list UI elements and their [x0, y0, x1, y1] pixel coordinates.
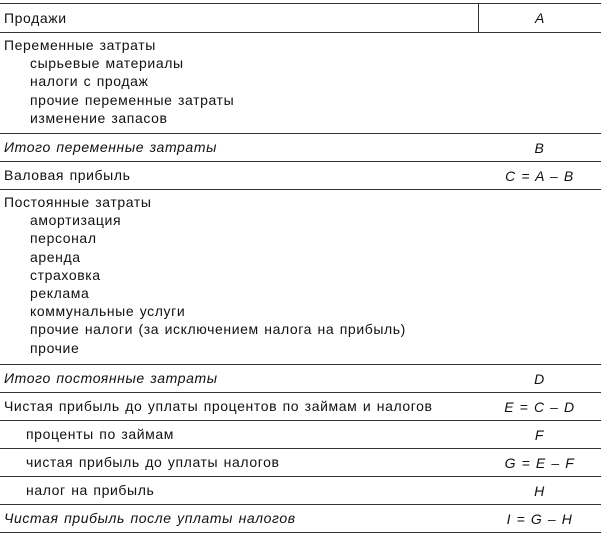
- row-ebt: [0, 448, 601, 476]
- income-tax-formula: H: [534, 482, 545, 499]
- fixed-costs-block: [0, 190, 478, 364]
- gross-profit-label: Валовая прибыль: [4, 167, 131, 183]
- interest-label: проценты по займам: [26, 426, 175, 442]
- fixed-cost-item: коммунальные услуги: [30, 303, 186, 320]
- total-fixed-label: Итого постоянные затраты: [4, 370, 218, 386]
- row-total-variable: [0, 133, 601, 161]
- interest-formula: F: [534, 426, 545, 443]
- total-variable-label: Итого переменные затраты: [4, 139, 217, 155]
- fixed-cost-item: страховка: [30, 266, 101, 283]
- variable-cost-item: налоги с продаж: [30, 73, 149, 90]
- variable-cost-item: изменение запасов: [30, 109, 168, 126]
- sales-formula: A: [478, 4, 601, 32]
- ebt-label: чистая прибыль до уплаты налогов: [26, 454, 280, 470]
- row-fixed-costs: [0, 189, 601, 364]
- row-sales: [0, 4, 601, 32]
- fixed-cost-item: прочие налоги (за исключением налога на прибыль): [30, 321, 406, 338]
- profit-and-loss-table: [0, 3, 601, 533]
- fixed-cost-item: прочие: [30, 339, 80, 356]
- row-total-fixed: [0, 364, 601, 392]
- total-variable-formula: B: [534, 139, 545, 156]
- variable-costs-block: [0, 33, 478, 133]
- variable-cost-item: сырьевые материалы: [30, 55, 184, 72]
- fixed-costs-formula-cell: [478, 190, 601, 364]
- row-variable-costs: [0, 32, 601, 133]
- fixed-cost-item: амортизация: [30, 212, 122, 229]
- row-net-profit: [0, 504, 601, 532]
- fixed-costs-title: Постоянные затраты: [4, 194, 152, 210]
- row-ebit: [0, 392, 601, 420]
- row-gross-profit: [0, 161, 601, 189]
- ebt-formula: G = E – F: [504, 454, 575, 471]
- income-tax-label: налог на прибыль: [26, 482, 155, 498]
- ebit-formula: E = C – D: [504, 398, 575, 415]
- ebit-label: Чистая прибыль до уплаты процентов по займам и налогов: [4, 398, 433, 414]
- sales-label: Продажи: [4, 10, 67, 26]
- gross-profit-formula: C = A – B: [505, 167, 574, 184]
- fixed-cost-item: персонал: [30, 230, 97, 247]
- row-income-tax: [0, 476, 601, 504]
- row-interest: [0, 420, 601, 448]
- fixed-cost-item: реклама: [30, 285, 90, 302]
- variable-cost-item: прочие переменные затраты: [30, 91, 235, 108]
- fixed-cost-item: аренда: [30, 248, 81, 265]
- net-profit-formula: I = G – H: [506, 510, 573, 527]
- variable-costs-formula-cell: [478, 33, 601, 133]
- variable-costs-title: Переменные затраты: [4, 37, 156, 53]
- total-fixed-formula: D: [534, 370, 545, 387]
- net-profit-label: Чистая прибыль после уплаты налогов: [4, 510, 296, 526]
